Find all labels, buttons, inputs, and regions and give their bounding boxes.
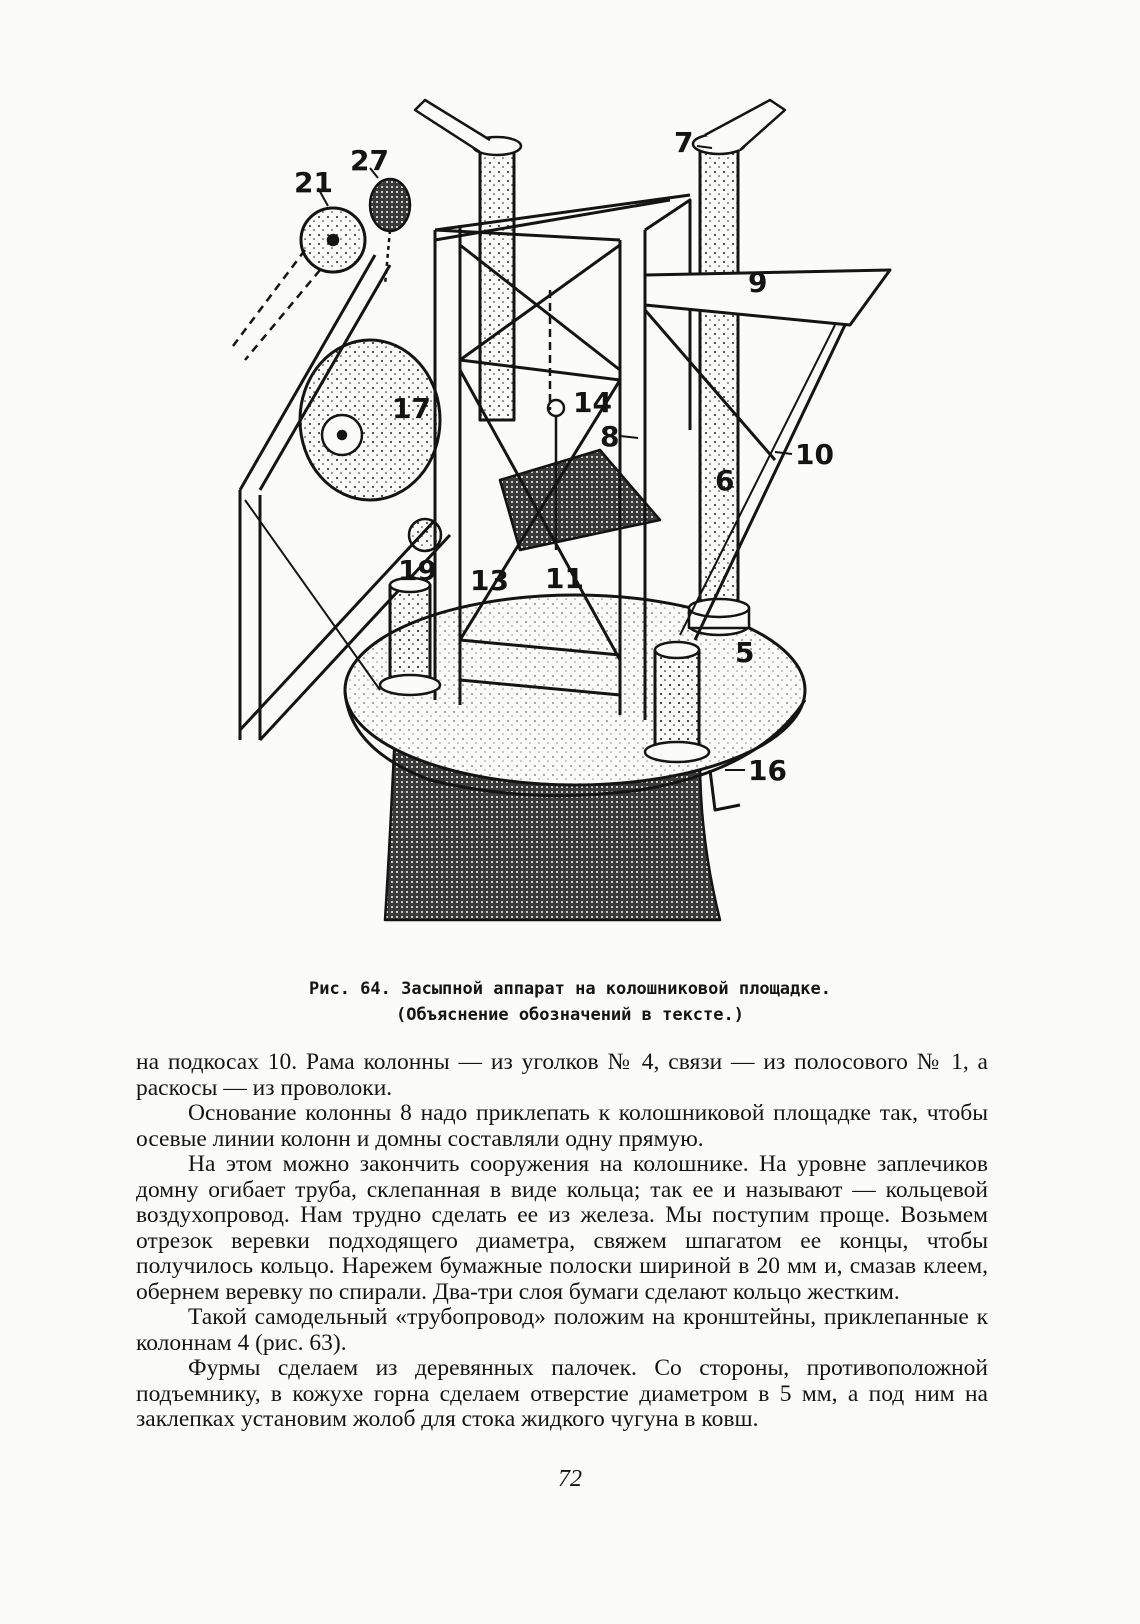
paragraph: на подкосах 10. Рама колонны — из уголков № 4, связи — из полосового № 1, а раскосы — из проволоки.	[136, 1049, 988, 1101]
figure-label: 19	[398, 554, 437, 587]
paragraph: Основание колонны 8 надо приклепать к колошниковой площадке так, чтобы осевые линии колонн и домны составляли одну прямую.	[136, 1100, 988, 1152]
figure-label: 6	[715, 464, 735, 497]
figure-label: 9	[748, 266, 768, 299]
figure-label: 27	[350, 144, 389, 177]
figure-label: 11	[545, 562, 584, 595]
blast-furnace-charging-apparatus-illustration	[200, 80, 900, 950]
caption-line: Рис. 64. Засыпной аппарат на колошниковой площадке.	[309, 979, 831, 999]
figure-label: 21	[294, 166, 333, 199]
figure-label: 7	[674, 126, 694, 159]
body-text	[136, 1050, 988, 1433]
platform-9	[645, 270, 890, 325]
caption-line: (Объяснение обозначений в тексте.)	[396, 1005, 744, 1025]
figure-label: 17	[392, 392, 431, 425]
figure-label: 16	[748, 754, 787, 787]
paragraph: На этом можно закончить сооружения на колошнике. На уровне заплечиков домну огибает труба, склепанная в виде кольца; так ее и называют — кольцевой воздухопровод. Нам трудно сделать ее из железа. Мы поступим проще. Возьмем отрезок веревки подходящего диаметра, свяжем шпагатом ее концы, чтобы получилось кольцо. Нарежем бумажные полоски шириной в 20 мм и, смазав клеем, обернем веревку по спирали. Два-три слоя бумаги сделают кольцо жестким.	[136, 1151, 988, 1305]
paragraph: Фурмы сделаем из деревянных палочек. Со стороны, противоположной подъемнику, в кожухе горна сделаем отверстие диаметром в 5 мм, а под ним на заклепках установим жолоб для стока жидкого чугуна в ковш.	[136, 1355, 988, 1432]
figure-label: 8	[600, 420, 620, 453]
figure-64	[200, 80, 900, 950]
paragraph: Такой самодельный «трубопровод» положим на кронштейны, приклепанные к колоннам 4 (рис. 63).	[136, 1304, 988, 1356]
figure-caption	[0, 976, 1140, 1028]
figure-label: 5	[735, 636, 755, 669]
figure-label: 10	[795, 438, 834, 471]
figure-label: 14	[573, 386, 612, 419]
figure-label: 13	[470, 564, 509, 597]
page-number: 72	[558, 1466, 582, 1492]
column-6	[700, 150, 738, 620]
